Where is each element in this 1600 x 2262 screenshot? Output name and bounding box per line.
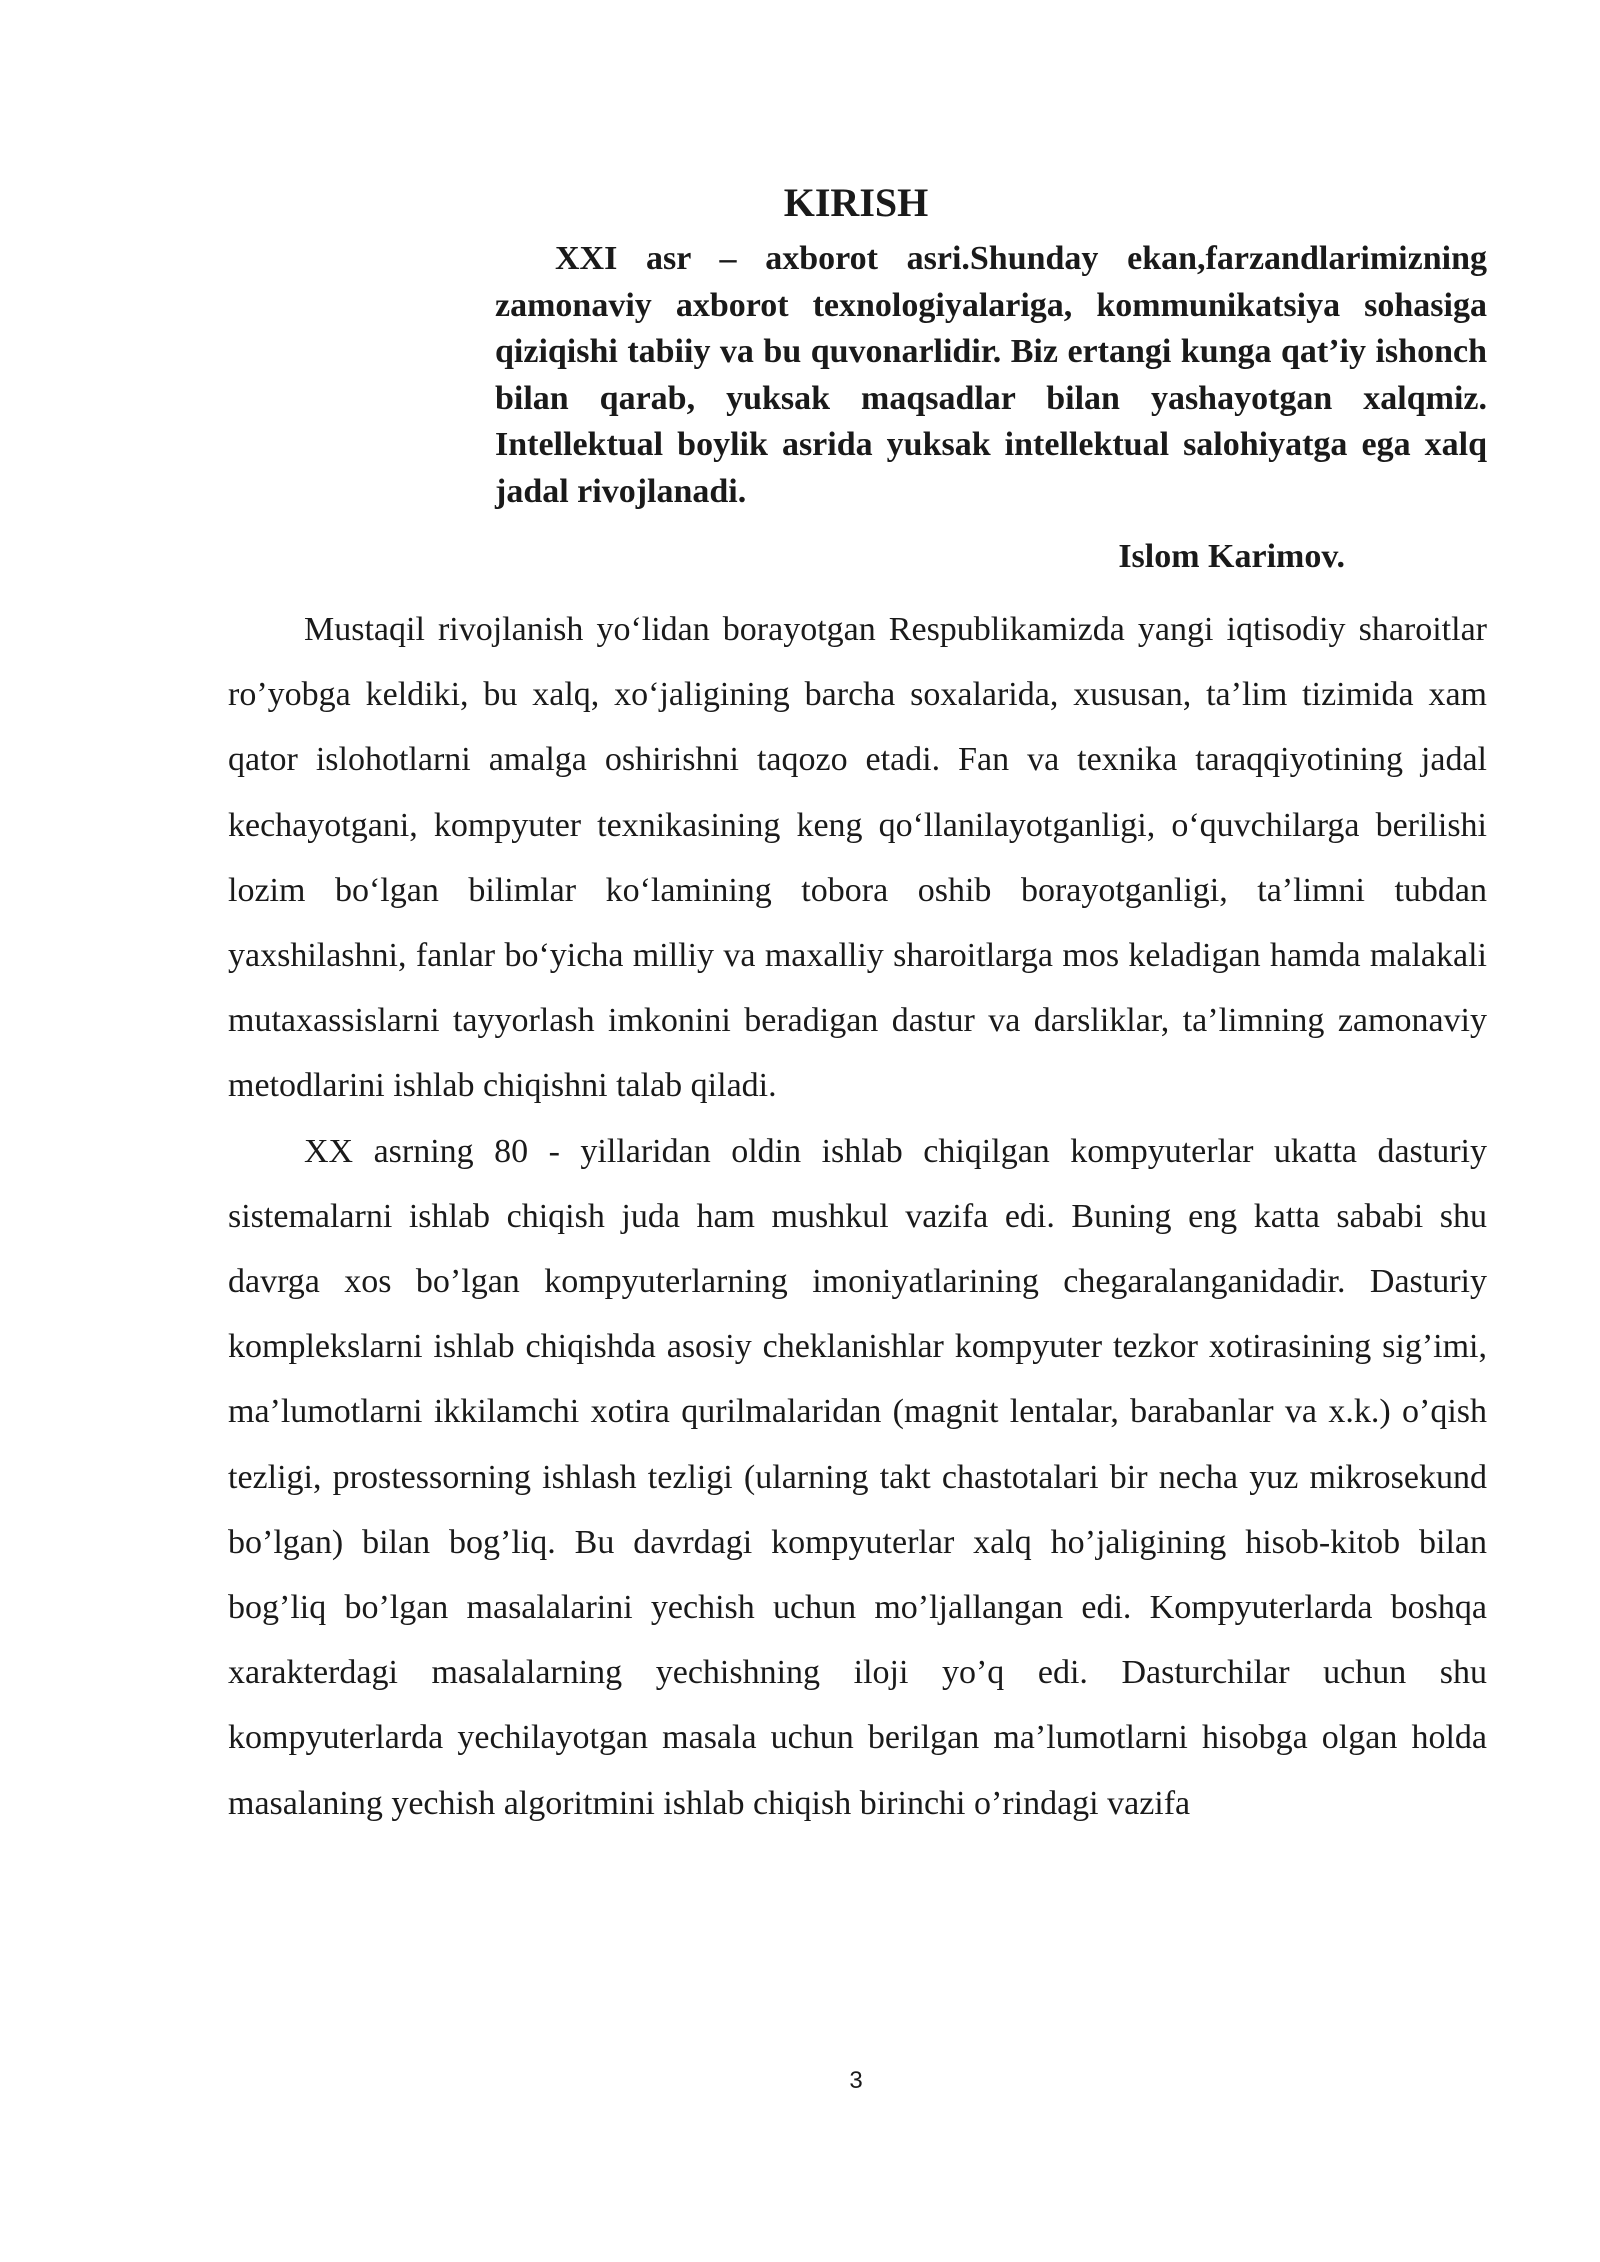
epigraph-quote: XXI asr – axborot asri.Shunday ekan,farzandlarimizning zamonaviy axborot texnologiyalariga, kommunikatsiya sohasiga qiziqishi tabiiy va bu quvonarlidir. Biz ertangi kunga qat’iy ishonch bilan qarab, yuksak maqsadlar bilan yashayotgan xalqmiz. Intellektual boylik asrida yuksak intellektual salohiyatga ega xalq jadal rivojlanadi.	[495, 240, 1487, 510]
page-title: KIRISH	[783, 180, 929, 225]
paragraph-2: XX asrning 80 - yillaridan oldin ishlab chiqilgan kompyuterlar ukatta dasturiy sistemalarni ishlab chiqish juda ham mushkul vazifa edi. Buning eng katta sababi shu davrga xos bo’lgan kompyuterlarning imoniyatlarining chegaralanganidadir. Dasturiy komplekslarni ishlab chiqishda asosiy cheklanishlar kompyuter tezkor xotirasining sig’imi, ma’lumotlarni ikkilamchi xotira qurilmalaridan (magnit lentalar, barabanlar va x.k.) o’qish tezligi, prostessorning ishlash tezligi (ularning takt chastotalari bir necha yuz mikrosekund bo’lgan) bilan bog’liq. Bu davrdagi kompyuterlar xalq ho’jaligining hisob-kitob bilan bog’liq bo’lgan masalalarini yechish uchun mo’ljallangan edi. Kompyuterlarda boshqa xarakterdagi masalalarning yechishning iloji yo’q edi. Dasturchilar uchun shu kompyuterlarda yechilayotgan masala uchun berilgan ma’lumotlarni hisobga olgan holda masalaning yechish algoritmini ishlab chiqish birinchi o’rindagi vazifa	[228, 1132, 1487, 1822]
body-text	[228, 597, 1487, 1836]
paragraph-1: Mustaqil rivojlanish yo‘lidan borayotgan Respublikamizda yangi iqtisodiy sharoitlar ro’yobga keldiki, bu xalq, xo‘jaligining barcha soxalarida, xususan, ta’lim tizimida xam qator islohotlarni amalga oshirishni taqozo etadi. Fan va texnika taraqqiyotining jadal kechayotgani, kompyuter texnikasining keng qo‘llanilayotganligi, o‘quvchilarga berilishi lozim bo‘lgan bilimlar ko‘lamining tobora oshib borayotganligi, ta’limni tubdan yaxshilashni, fanlar bo‘yicha milliy va maxalliy sharoitlarga mos keladigan hamda malakali mutaxassislarni tayyorlash imkonini beradigan dastur va darsliklar, ta’limning zamonaviy metodlarini ishlab chiqishni talab qiladi.	[228, 611, 1487, 1105]
page-number: 3	[849, 2067, 863, 2094]
epigraph-author: Islom Karimov.	[1118, 538, 1345, 575]
